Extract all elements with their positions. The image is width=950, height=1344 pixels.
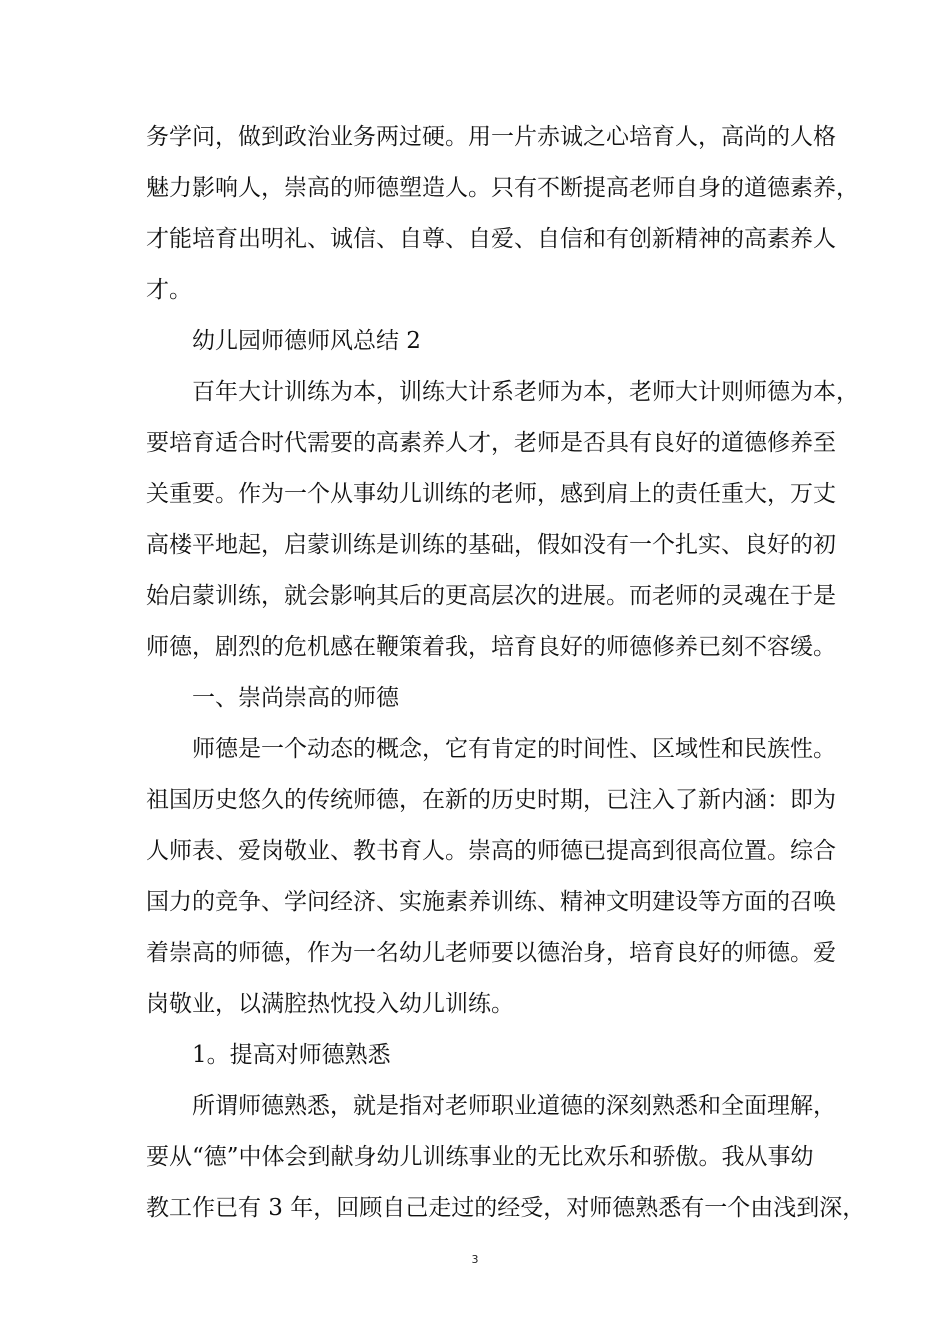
subsection-heading: 1。提高对师德熟悉 <box>192 1042 391 1068</box>
text-line: 师德是一个动态的概念，它有肯定的时间性、区域性和民族性。 <box>192 736 836 762</box>
text-line: 祖国历史悠久的传统师德，在新的历史时期，已注入了新内涵：即为 <box>146 787 836 813</box>
text-line: 所谓师德熟悉，就是指对老师职业道德的深刻熟悉和全面理解， <box>192 1093 836 1119</box>
section-heading: 幼儿园师德师风总结 2 <box>192 328 421 354</box>
section-heading: 一、崇尚崇高的师德 <box>192 685 399 711</box>
text-line: 国力的竞争、学问经济、实施素养训练、精神文明建设等方面的召唤 <box>146 889 836 915</box>
text-line: 着崇高的师德，作为一名幼儿老师要以德治身，培育良好的师德。爱 <box>146 940 836 966</box>
text-line: 人师表、爱岗敬业、教书育人。崇高的师德已提高到很高位置。综合 <box>146 838 836 864</box>
text-line: 高楼平地起，启蒙训练是训练的基础，假如没有一个扎实、良好的初 <box>146 532 836 558</box>
text-line: 要培育适合时代需要的高素养人才，老师是否具有良好的道德修养至 <box>146 430 836 456</box>
text-line: 魅力影响人，崇高的师德塑造人。只有不断提高老师自身的道德素养， <box>146 175 859 201</box>
page-number: 3 <box>471 1253 479 1266</box>
text-line: 教工作已有 3 年，回顾自己走过的经受，对师德熟悉有一个由浅到深， <box>146 1195 866 1221</box>
text-line: 师德，剧烈的危机感在鞭策着我，培育良好的师德修养已刻不容缓。 <box>146 634 836 660</box>
text-line: 要从“德”中体会到献身幼儿训练事业的无比欢乐和骄傲。我从事幼 <box>146 1144 814 1170</box>
text-line: 岗敬业，以满腔热忱投入幼儿训练。 <box>146 991 514 1017</box>
text-line: 才。 <box>146 277 192 303</box>
text-line: 始启蒙训练，就会影响其后的更高层次的进展。而老师的灵魂在于是 <box>146 583 836 609</box>
text-line: 才能培育出明礼、诚信、自尊、自爱、自信和有创新精神的高素养人 <box>146 226 836 252</box>
text-line: 务学问，做到政治业务两过硬。用一片赤诚之心培育人，高尚的人格 <box>146 124 836 150</box>
body-text <box>146 112 866 1234</box>
text-line: 百年大计训练为本，训练大计系老师为本，老师大计则师德为本， <box>192 379 859 405</box>
text-line: 关重要。作为一个从事幼儿训练的老师，感到肩上的责任重大，万丈 <box>146 481 836 507</box>
